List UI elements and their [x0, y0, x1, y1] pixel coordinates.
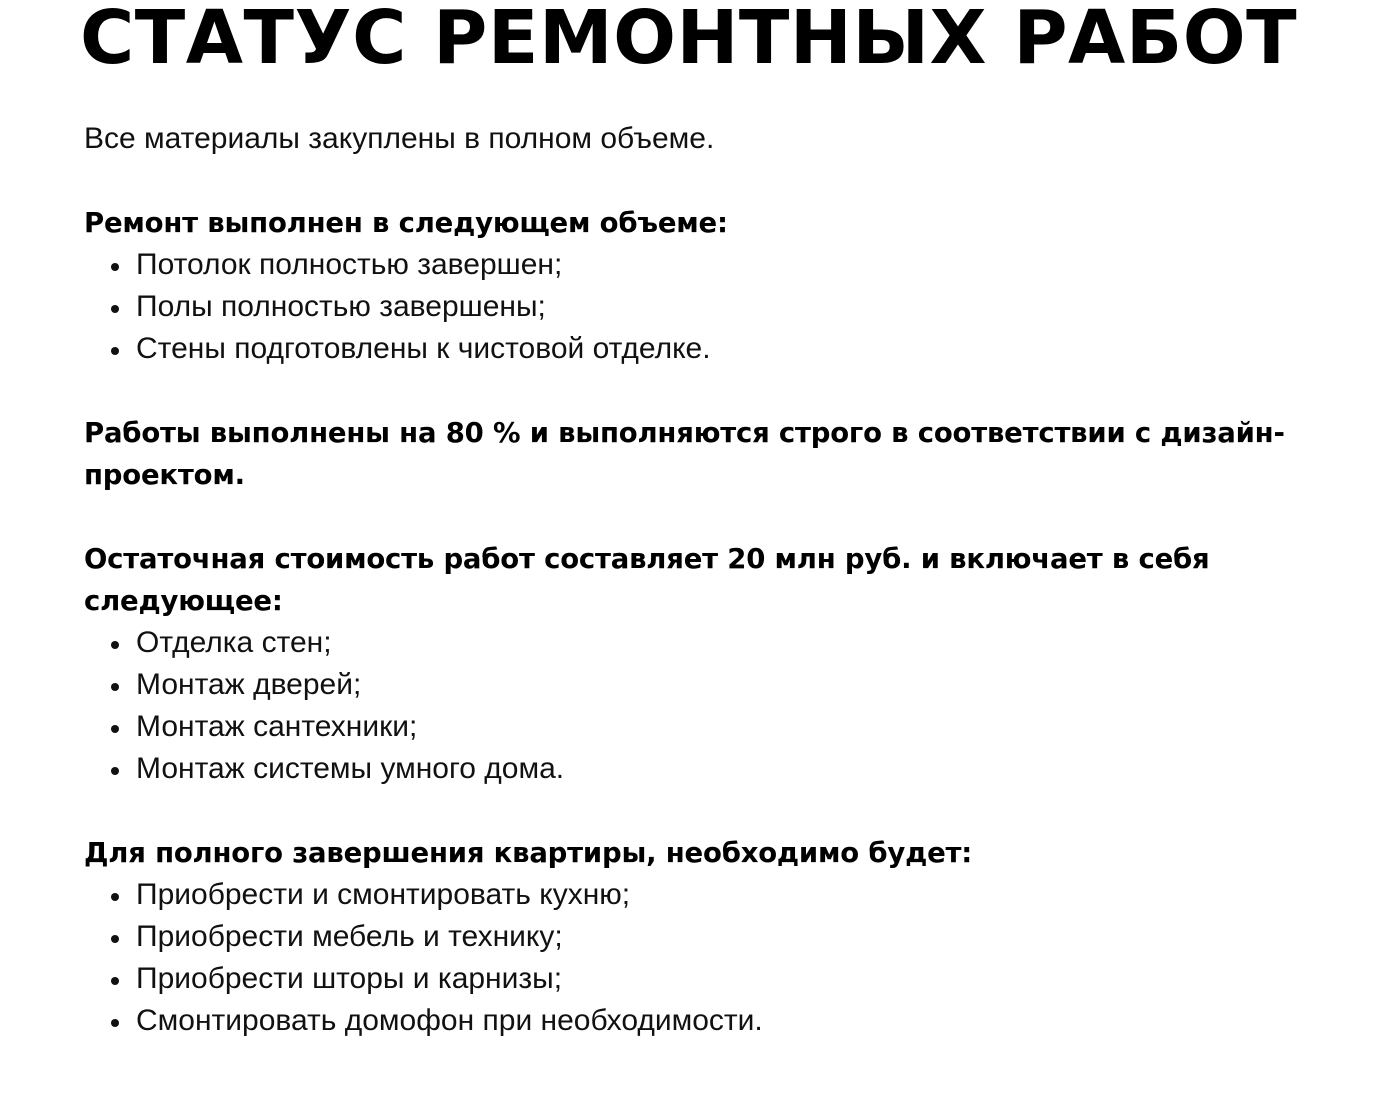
list-item: Отделка стен; — [84, 622, 1334, 664]
remaining-section — [84, 538, 1334, 790]
finish-heading: Для полного завершения квартиры, необходимо будет: — [84, 837, 973, 869]
document-page — [80, 0, 1334, 1042]
list-item: Монтаж системы умного дома. — [84, 748, 1334, 790]
finish-section — [84, 832, 1334, 1042]
intro-text: Все материалы закуплены в полном объеме. — [84, 122, 715, 155]
completed-section — [84, 202, 1334, 370]
list-item: Приобрести и смонтировать кухню; — [84, 874, 1334, 916]
list-item: Приобрести шторы и карнизы; — [84, 958, 1334, 1000]
list-item: Приобрести мебель и технику; — [84, 916, 1334, 958]
remaining-heading: Остаточная стоимость работ составляет 20 млн руб. и включает в себя следующее: — [84, 543, 1210, 617]
completed-list — [84, 244, 1334, 370]
remaining-list — [84, 622, 1334, 790]
list-item: Монтаж сантехники; — [84, 706, 1334, 748]
list-item: Полы полностью завершены; — [84, 286, 1334, 328]
list-item: Смонтировать домофон при необходимости. — [84, 1000, 1334, 1042]
progress-statement: Работы выполнены на 80 % и выполняются строго в соответствии с дизайн-проектом. — [84, 417, 1285, 491]
page-title: СТАТУС РЕМОНТНЫХ РАБОТ — [80, 0, 1298, 81]
list-item: Стены подготовлены к чистовой отделке. — [84, 328, 1334, 370]
list-item: Потолок полностью завершен; — [84, 244, 1334, 286]
progress-section — [84, 412, 1334, 496]
finish-list — [84, 874, 1334, 1042]
completed-heading: Ремонт выполнен в следующем объеме: — [84, 207, 728, 239]
list-item: Монтаж дверей; — [84, 664, 1334, 706]
